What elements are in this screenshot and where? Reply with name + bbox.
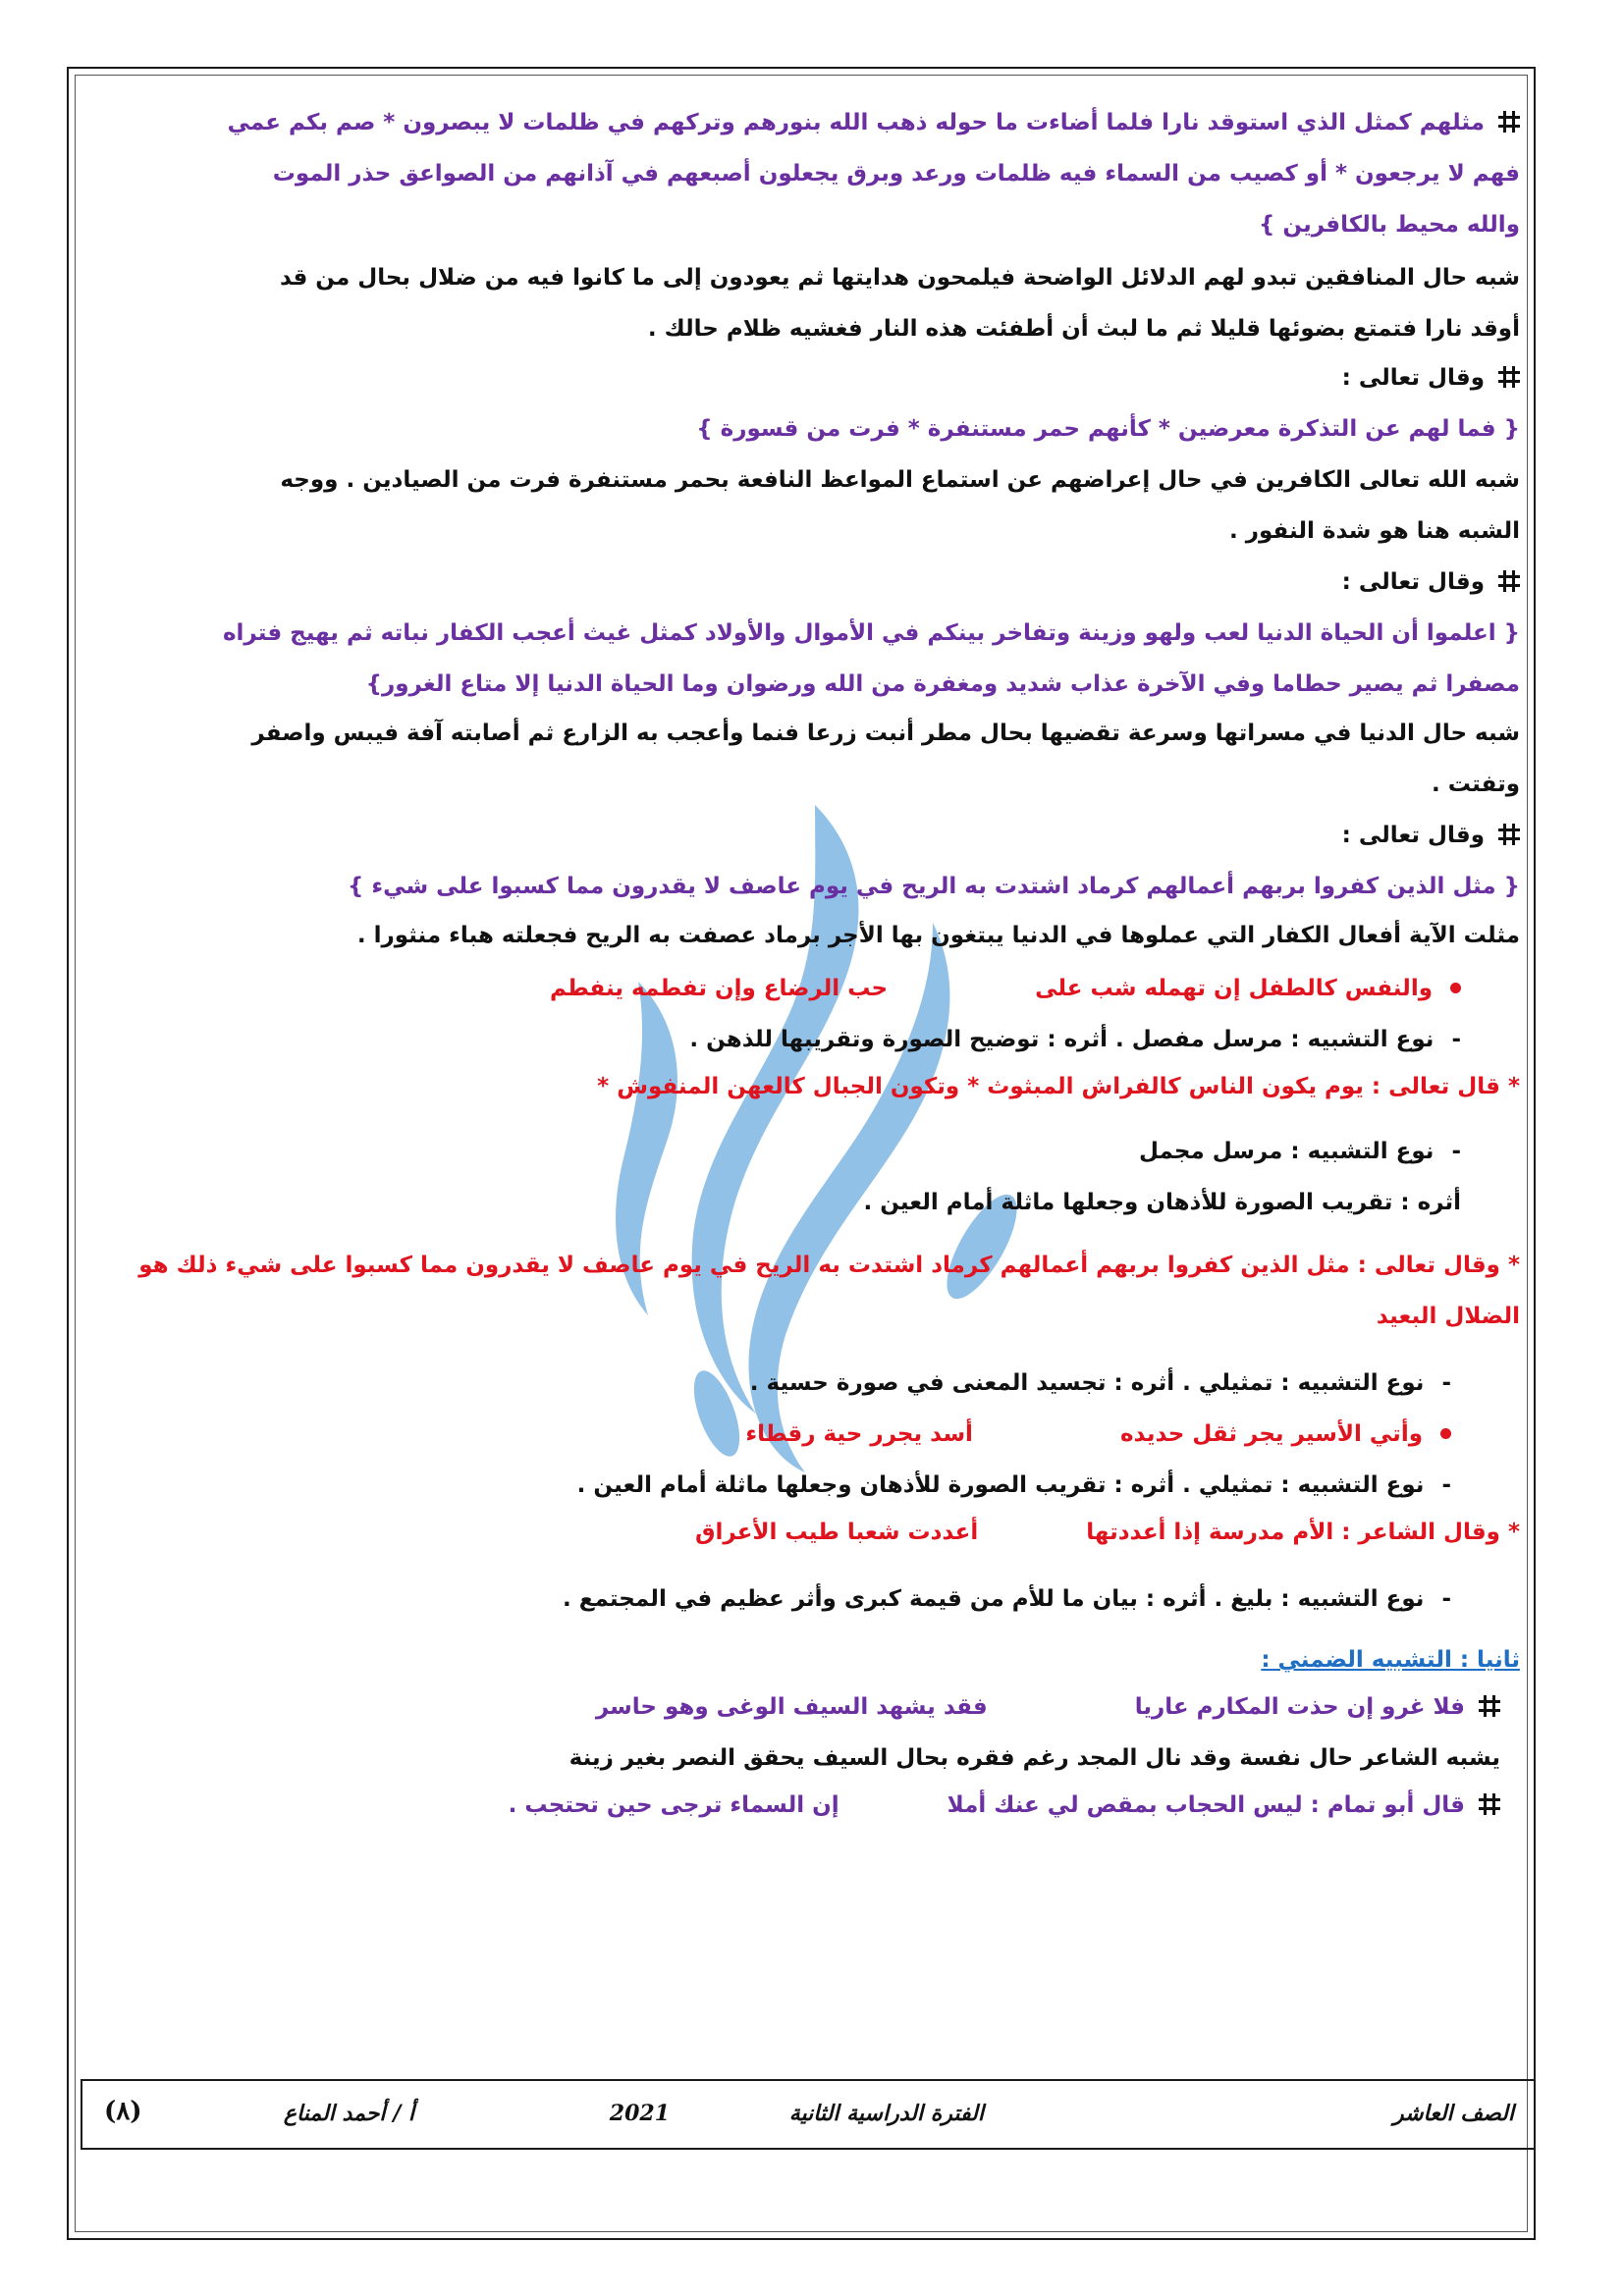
section-intro — [104, 363, 1520, 393]
footer-term: الفترة الدراسية الثانية — [788, 2101, 984, 2126]
footer-page-number: (٨) — [104, 2097, 142, 2126]
verse-text: * وقال تعالى : مثل الذين كفروا بربهم أعمالهم كرماد اشتدت به الريح في يوم عاصف لا يقدرون مما كسبوا على شيء ذلك هو — [138, 1253, 1520, 1278]
hash-square-bullet-icon — [1498, 824, 1520, 845]
simile-type-line: -نوع التشبيه : مرسل مجمل — [1138, 1139, 1461, 1164]
section-intro — [104, 567, 1520, 597]
simile-type-line: -نوع التشبيه : مرسل مفصل . أثره : توضيح الصورة وتقريبها للذهن . — [689, 1027, 1461, 1052]
simile-type-text: نوع التشبيه : مرسل مفصل . أثره : توضيح الصورة وتقريبها للذهن . — [689, 1027, 1435, 1052]
verse-text: { مثل الذين كفروا بربهم أعمالهم كرماد اشتدت به الريح في يوم عاصف لا يقدرون مما كسبوا على شيء } — [348, 874, 1520, 899]
hash-square-bullet-icon — [1498, 111, 1520, 133]
explanation-text: وتفتت . — [1432, 772, 1520, 797]
simile-type-line: -نوع التشبيه : تمثيلي . أثره : تقريب الصورة للأذهان وجعلها ماثلة أمام العين . — [576, 1472, 1451, 1498]
page-content — [104, 96, 1520, 1820]
simile-type-text: نوع التشبيه : مرسل مجمل — [1138, 1139, 1435, 1164]
verse-line — [104, 159, 1520, 188]
explanation-line — [104, 516, 1520, 546]
verse-line — [104, 414, 1520, 444]
verse-text: مثلهم كمثل الذي استوقد نارا فلما أضاءت ما حوله ذهب الله بنورهم وتركهم في ظلمات لا يبصرون * صم بكم عمي — [227, 110, 1485, 135]
explanation-text: يشبه الشاعر حال نفسة وقد نال المجد رغم فقره بحال السيف يحقق النصر بغير زينة — [568, 1745, 1500, 1771]
simile-type-text: نوع التشبيه : تمثيلي . أثره : تقريب الصورة للأذهان وجعلها ماثلة أمام العين . — [576, 1472, 1425, 1498]
poetry-second-hemistich: أسد يجرر حية رقطاء — [745, 1421, 973, 1447]
explanation-text: أوقد نارا فتمتع بضوئها قليلا ثم ما لبث أن أطفئت هذه النار فغشيه ظلام حالك . — [647, 316, 1520, 342]
simile-type-text: نوع التشبيه : بليغ . أثره : بيان ما للأم من قيمة كبرى وأثر عظيم في المجتمع . — [563, 1586, 1425, 1612]
simile-type-line: -نوع التشبيه : بليغ . أثره : بيان ما للأم من قيمة كبرى وأثر عظيم في المجتمع . — [563, 1586, 1451, 1612]
verse-line — [104, 618, 1520, 648]
verse-text: الضلال البعيد — [1376, 1304, 1520, 1329]
verse-text: { اعلموا أن الحياة الدنيا لعب ولهو وزينة وتفاخر بينكم في الأموال والأولاد كمثل غيث أعجب الكفار نباته ثم يهيج فتراه — [222, 620, 1520, 646]
effect-text: أثره : تقريب الصورة للأذهان وجعلها ماثلة أمام العين . — [863, 1190, 1461, 1215]
hash-square-bullet-icon — [1498, 570, 1520, 592]
verse-line — [104, 872, 1520, 901]
poetry-first-hemistich: وأتي الأسير يجر ثقل حديده — [1119, 1421, 1423, 1447]
explanation-text: شبه حال الدنيا في مسراتها وسرعة تقضيها بحال مطر أنبت زرعا فنما وأعجب به الزارع ثم أصابته آفة فيبس واصفر — [251, 721, 1520, 746]
poetry-second-hemistich: أعددت شعبا طيب الأعراق — [694, 1520, 979, 1545]
footer-year: 2021 — [609, 2101, 670, 2126]
poetry-first-hemistich: فلا غرو إن حذت المكارم عاريا — [1134, 1694, 1465, 1720]
red-dot-bullet-icon — [1450, 983, 1461, 993]
explanation-text: مثلت الآية أفعال الكفار التي عملوها في الدنيا يبتغون بها الأجر برماد عصفت به الريح فجعلته هباء منثورا . — [356, 923, 1520, 948]
explanation-line — [104, 314, 1520, 344]
explanation-line — [104, 719, 1520, 748]
explanation-text: الشبه هنا هو شدة النفور . — [1229, 518, 1520, 544]
verse-text: { فما لهم عن التذكرة معرضين * كأنهم حمر مستنفرة * فرت من قسورة } — [696, 416, 1520, 442]
explanation-line — [104, 921, 1520, 950]
hash-square-bullet-icon — [1479, 1793, 1500, 1815]
verse-line — [104, 108, 1520, 137]
verse-text: والله محيط بالكافرين } — [1258, 212, 1520, 238]
page-footer — [81, 2079, 1536, 2150]
footer-teacher: أ / أحمد المناع — [283, 2101, 414, 2126]
verse-line — [104, 1251, 1520, 1280]
explanation-text: شبه حال المنافقين تبدو لهم الدلائل الواضحة فيلمحون هدايتها ثم يعودون إلى ما كانوا فيه من ضلال بحال من قد — [279, 265, 1520, 291]
footer-grade: الصف العاشر — [1392, 2101, 1514, 2126]
verse-line — [104, 1302, 1520, 1331]
explanation-text: شبه الله تعالى الكافرين في حال إعراضهم عن استماع المواعظ النافعة بحمر مستنفرة فرت من الصيادين . ووجه — [280, 467, 1520, 493]
section-heading-text: ثانيا : التشبيه الضمني : — [1261, 1647, 1520, 1673]
poetry-second-hemistich: فقد يشهد السيف الوغى وهو حاسر — [595, 1694, 988, 1720]
intro-text: وقال تعالى : — [1341, 569, 1485, 595]
simile-type-line: -نوع التشبيه : تمثيلي . أثره : تجسيد المعنى في صورة حسية . — [749, 1370, 1451, 1396]
simile-type-text: نوع التشبيه : تمثيلي . أثره : تجسيد المعنى في صورة حسية . — [749, 1370, 1425, 1396]
poetry-second-hemistich: حب الرضاع وإن تفطمه ينفطم — [549, 976, 889, 1001]
poetry-first-hemistich: والنفس كالطفل إن تهمله شب على — [1035, 976, 1433, 1001]
red-dot-bullet-icon — [1440, 1428, 1451, 1439]
verse-line — [104, 210, 1520, 240]
explanation-line — [104, 465, 1520, 495]
hash-square-bullet-icon — [1479, 1695, 1500, 1717]
poetry-first-hemistich: قال أبو تمام : ليس الحجاب بمقص لي عنك أملا — [947, 1792, 1465, 1818]
poetry-line — [104, 1419, 1451, 1449]
intro-text: وقال تعالى : — [1341, 823, 1485, 848]
verse-line — [104, 669, 1520, 699]
poetry-line — [104, 974, 1461, 1003]
poetry-line — [104, 1518, 1520, 1547]
poetry-line — [104, 1692, 1500, 1722]
hash-square-bullet-icon — [1498, 366, 1520, 388]
explanation-line — [104, 770, 1520, 799]
verse-text: * قال تعالى : يوم يكون الناس كالفراش المبثوث * وتكون الجبال كالعهن المنفوش * — [597, 1074, 1520, 1099]
verse-text: مصفرا ثم يصير حطاما وفي الآخرة عذاب شديد ومغفرة من الله ورضوان وما الحياة الدنيا إلا متاع الغرور} — [365, 671, 1520, 697]
verse-line — [104, 1072, 1520, 1101]
poetry-second-hemistich: إن السماء ترجى حين تحتجب . — [508, 1792, 839, 1818]
section-heading — [104, 1645, 1520, 1675]
verse-text: فهم لا يرجعون * أو كصيب من السماء فيه ظلمات ورعد وبرق يجعلون أصبعهم في آذانهم من الصواعق حذر الموت — [272, 161, 1520, 187]
section-intro — [104, 821, 1520, 850]
explanation-line — [104, 263, 1520, 293]
poetry-line — [104, 1790, 1500, 1820]
poetry-first-hemistich: * وقال الشاعر : الأم مدرسة إذا أعددتها — [1086, 1520, 1520, 1545]
intro-text: وقال تعالى : — [1341, 365, 1485, 391]
explanation-line — [104, 1743, 1500, 1773]
effect-line — [104, 1188, 1461, 1217]
